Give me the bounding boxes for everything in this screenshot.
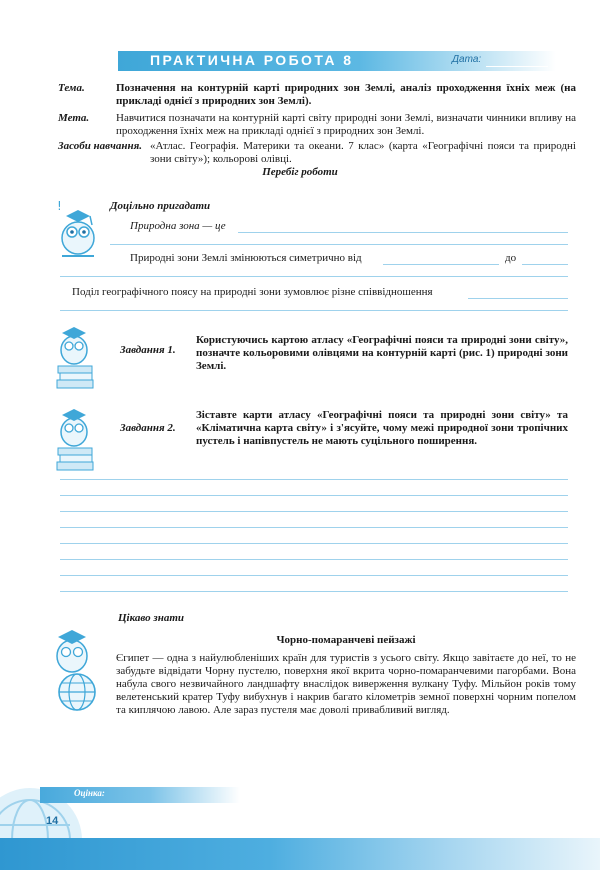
progress-heading: Перебіг роботи (262, 166, 338, 178)
owl-globe-icon (48, 626, 106, 714)
answer-line[interactable] (60, 591, 568, 592)
owl-scholar-icon (54, 198, 102, 260)
answer-line[interactable] (60, 559, 568, 560)
means-label: Засоби навчання. (58, 140, 142, 152)
answer-line[interactable] (60, 575, 568, 576)
topic-label: Тема. (58, 82, 85, 94)
recall-answer-line-2[interactable] (110, 244, 568, 245)
fact-heading: Цікаво знати (118, 612, 185, 624)
goal-label: Мета. (58, 112, 90, 124)
task-2-text: Зіставте карти атласу «Географічні пояси та природні зони світу» та «Кліматична карта світу» і з'ясуйте, чому межі природної зони тропічних пустель і напівпустель не мають суцільного поширення. (196, 409, 568, 447)
answer-line[interactable] (60, 543, 568, 544)
page-number: 14 (46, 815, 59, 827)
answer-line[interactable] (60, 479, 568, 480)
topic-text: Позначення на контурній карті природних зон Землі, аналіз проходження їхніх меж (на прикладі однієї з природних зон Землі). (116, 82, 576, 107)
recall-answer-line-5[interactable] (60, 276, 568, 277)
date-label: Дата: (452, 54, 482, 65)
recall-answer-line-3[interactable] (383, 264, 499, 265)
owl-books-icon (54, 406, 100, 474)
fact-title: Чорно-помаранчеві пейзажі (276, 634, 416, 646)
grade-label: Оцінка: (74, 788, 105, 798)
answer-line[interactable] (60, 495, 568, 496)
recall-answer-line-6[interactable] (468, 298, 568, 299)
recall-answer-line-7[interactable] (60, 310, 568, 311)
page-title: ПРАКТИЧНА РОБОТА 8 (150, 52, 354, 68)
footer-band (0, 838, 600, 870)
grade-band (40, 787, 240, 803)
goal-text: Навчитися позначати на контурній карті світу природні зони Землі, визначати чинники впливу на проходження їхніх меж на прикладі однієї з природних зон Землі. (116, 112, 576, 137)
recall-line1-label: Природна зона — це (130, 220, 226, 232)
fact-text: Єгипет — одна з найулюбленіших країн для туристів з усього світу. Якщо завітаєте до неї, то не забудьте відвідати Чорну пустелю, поверхня якої вкрита чорно-помаранчевими пагорбами. Вона набула свого незвичайного ландшафту внаслідок виверження вулкану Туфу. Мільйон років тому велетенський кратер Туфу вибухнув і накрив багато кілометрів земної поверхні чорним попелом та киплячою лавою. Але зараз пустеля має доволі привабливий вигляд. (116, 652, 576, 716)
means-text: «Атлас. Географія. Материки та океани. 7 клас» (карта «Географічні пояси та природні зони світу»); кольорові олівці. (150, 140, 576, 165)
recall-heading: Доцільно пригадати (110, 200, 211, 212)
date-line[interactable] (486, 66, 548, 67)
recall-answer-line-4[interactable] (522, 264, 568, 265)
answer-line[interactable] (60, 527, 568, 528)
answer-line[interactable] (60, 511, 568, 512)
svg-text:!: ! (57, 199, 62, 213)
task-2-label: Завдання 2. (120, 422, 176, 434)
recall-line2-label-a: Природні зони Землі змінюються симетрично від (130, 252, 362, 264)
owl-books-icon (54, 324, 100, 392)
recall-line3-label: Поділ географічного поясу на природні зони зумовлює різне співвідношення (72, 286, 433, 298)
recall-answer-line-1[interactable] (238, 232, 568, 233)
recall-line2-label-b: до (505, 252, 517, 264)
task-1-text: Користуючись картою атласу «Географічні пояси та природні зони світу», позначте кольоровими олівцями на контурній карті (рис. 1) природні зони Землі. (196, 334, 568, 372)
task-1-label: Завдання 1. (120, 344, 176, 356)
